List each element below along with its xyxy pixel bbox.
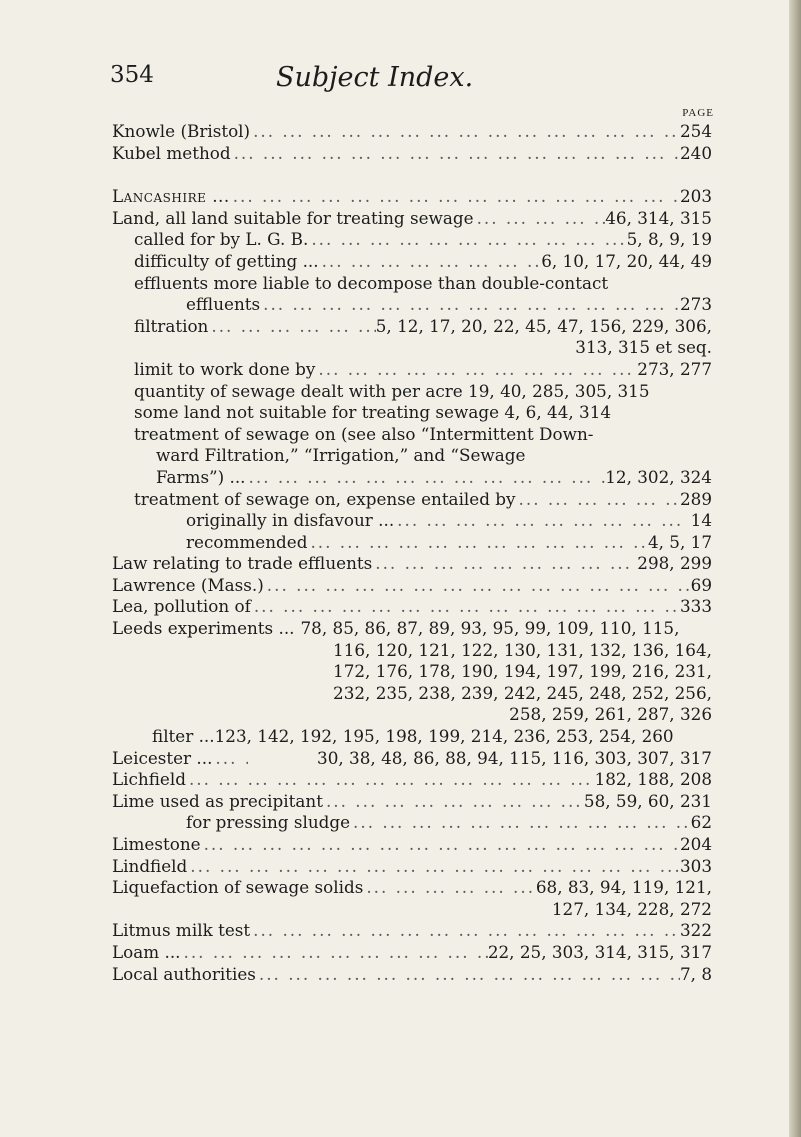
entry-pages-continued: 127, 134, 228, 272: [551, 898, 712, 919]
dot-leader: [181, 942, 488, 964]
entry-pages: 12, 302, 324: [605, 466, 712, 487]
dot-leader: [323, 791, 584, 813]
entry-pages: 78, 85, 86, 87, 89, 93, 95, 99, 109, 110, 115,: [300, 618, 680, 639]
entry-pages: 30, 38, 48, 86, 88, 94, 115, 116, 303, 307, 317: [317, 747, 712, 768]
entry-label: filter ...123, 142, 192, 195, 198, 199, 214, 236, 253, 254, 260: [152, 726, 674, 747]
dot-leader: [394, 510, 690, 532]
dot-leader: [315, 359, 637, 381]
entry-pages: 289: [679, 488, 712, 509]
entry-pages-continued: 232, 235, 238, 239, 242, 245, 248, 252, 256,: [333, 682, 712, 703]
entry-pages-continued: 172, 176, 178, 190, 194, 197, 199, 216, 231,: [333, 661, 712, 682]
dot-leader: [372, 553, 637, 575]
entry-label: originally in disfavour ...: [186, 510, 395, 531]
entry-label: Lea, pollution of: [112, 596, 251, 617]
entry-label: Lindfield: [112, 855, 188, 876]
entry-pages-continued: 313, 315 et seq.: [575, 337, 712, 358]
entry-label: some land not suitable for treating sewage 4, 6, 44, 314: [134, 402, 612, 423]
entry-label: Kubel method: [112, 142, 231, 163]
index-entry: [112, 791, 712, 813]
entry-label: Lancashire ...: [112, 186, 230, 207]
dot-leader: [187, 856, 680, 878]
dot-leader: [201, 834, 680, 856]
page-header: [0, 62, 801, 102]
entry-label: Knowle (Bristol): [112, 121, 251, 141]
dot-leader: [363, 877, 536, 899]
index-subentry: [112, 273, 712, 295]
dot-leader: [308, 229, 626, 251]
entry-pages: 7, 8: [679, 963, 712, 984]
entry-label: Farms”) ...: [156, 466, 246, 487]
entry-label: effluents more liable to decompose than double-contact: [134, 272, 609, 293]
dot-leader: [516, 489, 680, 511]
dot-leader: [260, 294, 680, 316]
entry-label: Loam ...: [112, 941, 181, 962]
dot-leader: [208, 316, 375, 338]
index-entry: [112, 834, 712, 856]
dot-leader: [230, 186, 680, 208]
index-entry: [112, 856, 712, 878]
dot-leader: [250, 121, 680, 143]
entry-pages: 5, 8, 9, 19: [626, 229, 712, 250]
index-entry: [112, 618, 712, 640]
index-subentry: [112, 316, 712, 338]
entry-pages: 14: [690, 510, 712, 531]
index-entry: [112, 769, 712, 791]
entry-pages: 203: [679, 186, 712, 207]
entry-pages: 303: [679, 855, 712, 876]
index-entry: [112, 143, 712, 165]
entry-label: Lichfield: [112, 769, 186, 790]
entry-pages: 62: [690, 812, 712, 833]
dot-leader: [231, 143, 680, 165]
dot-leader: [350, 812, 691, 834]
entry-label: limit to work done by: [134, 358, 316, 379]
entry-label: Law relating to trade effluents: [112, 553, 373, 574]
entry-pages: 254: [679, 121, 712, 141]
entry-pages-continued: 116, 120, 121, 122, 130, 131, 132, 136, 164,: [333, 639, 712, 660]
dot-leader: [256, 964, 680, 986]
entry-label: quantity of sewage dealt with per acre 19, 40, 285, 305, 315: [134, 380, 650, 401]
page-title: Subject Index.: [276, 62, 474, 93]
entry-label: treatment of sewage on, expense entailed by: [134, 488, 516, 509]
entry-pages: 6, 10, 17, 20, 44, 49: [541, 250, 712, 271]
entry-label: Liquefaction of sewage solids: [112, 877, 364, 898]
dot-leader: [212, 748, 248, 770]
entry-label: Lime used as precipitant: [112, 790, 323, 811]
index-entries: [112, 121, 712, 985]
index-subentry: [112, 445, 712, 467]
index-entry: [112, 553, 712, 575]
index-entry: [112, 748, 712, 770]
entry-pages: 5, 12, 17, 20, 22, 45, 47, 156, 229, 306,: [375, 315, 712, 336]
dot-leader: [246, 467, 606, 489]
entry-label: Litmus milk test: [112, 920, 251, 941]
entry-label: Leeds experiments ...: [112, 618, 295, 639]
dot-leader: [250, 920, 680, 942]
dot-leader: [251, 596, 680, 618]
dot-leader: [474, 208, 606, 230]
entry-label: filtration: [134, 315, 209, 336]
index-entry: [112, 877, 712, 899]
entry-pages: 69: [690, 574, 712, 595]
index-subentry: [112, 467, 712, 489]
index-entry: [112, 208, 712, 230]
index-entry: [112, 942, 712, 964]
dot-leader: [264, 575, 691, 597]
page-number: 354: [110, 62, 154, 88]
page-edge: [789, 0, 801, 1137]
entry-pages: 333: [679, 596, 712, 617]
entry-pages: 273, 277: [637, 358, 712, 379]
index-subentry: [112, 359, 712, 381]
entry-label: Limestone: [112, 834, 201, 854]
entry-label: Local authorities: [112, 963, 256, 984]
entry-pages: 68, 83, 94, 119, 121,: [535, 877, 712, 898]
dot-leader: [307, 532, 648, 554]
index-subentry: [112, 294, 712, 316]
index-entry: [112, 186, 712, 208]
entry-label: Lawrence (Mass.): [112, 574, 264, 595]
entry-label: effluents: [186, 294, 261, 315]
entry-label: for pressing sludge: [186, 812, 351, 833]
index-entry: [112, 575, 712, 597]
entry-pages: 240: [679, 142, 712, 163]
index-subentry: [112, 532, 712, 554]
index-entry: [112, 920, 712, 942]
entry-label: treatment of sewage on (see also “Intermittent Down-: [134, 423, 594, 444]
index-subentry: [112, 402, 712, 424]
entry-pages: 22, 25, 303, 314, 315, 317: [487, 941, 712, 962]
entry-pages: 182, 188, 208: [594, 769, 712, 790]
entry-label: called for by L. G. B.: [134, 229, 309, 250]
entry-label: ward Filtration,” “Irrigation,” and “Sewage: [156, 445, 526, 466]
entry-pages: 322: [679, 920, 712, 941]
dot-leader: [319, 251, 542, 273]
entry-label: Land, all land suitable for treating sewage: [112, 207, 474, 228]
index-entry: [112, 121, 712, 143]
index-subentry: [112, 381, 712, 403]
index-subentry: [112, 424, 712, 446]
entry-pages: 273: [679, 294, 712, 315]
dot-leader: [186, 769, 595, 791]
index-subentry: [112, 726, 712, 748]
entry-pages: 58, 59, 60, 231: [583, 790, 712, 811]
index-subentry: [112, 510, 712, 532]
index-subentry: [112, 251, 712, 273]
index-subentry: [112, 812, 712, 834]
entry-pages: 4, 5, 17: [647, 531, 712, 552]
index-entry: [112, 964, 712, 986]
index-subentry: [112, 229, 712, 251]
entry-label: Leicester ...: [112, 747, 213, 768]
entry-pages-continued: 258, 259, 261, 287, 326: [509, 704, 712, 725]
entry-pages: 46, 314, 315: [605, 207, 712, 228]
index-entry: [112, 596, 712, 618]
page-column-label: PAGE: [682, 107, 714, 119]
entry-label: difficulty of getting ...: [134, 250, 319, 271]
entry-pages: 204: [679, 834, 712, 854]
index-subentry: [112, 489, 712, 511]
entry-pages: 298, 299: [637, 553, 712, 574]
entry-label: recommended: [186, 531, 308, 552]
